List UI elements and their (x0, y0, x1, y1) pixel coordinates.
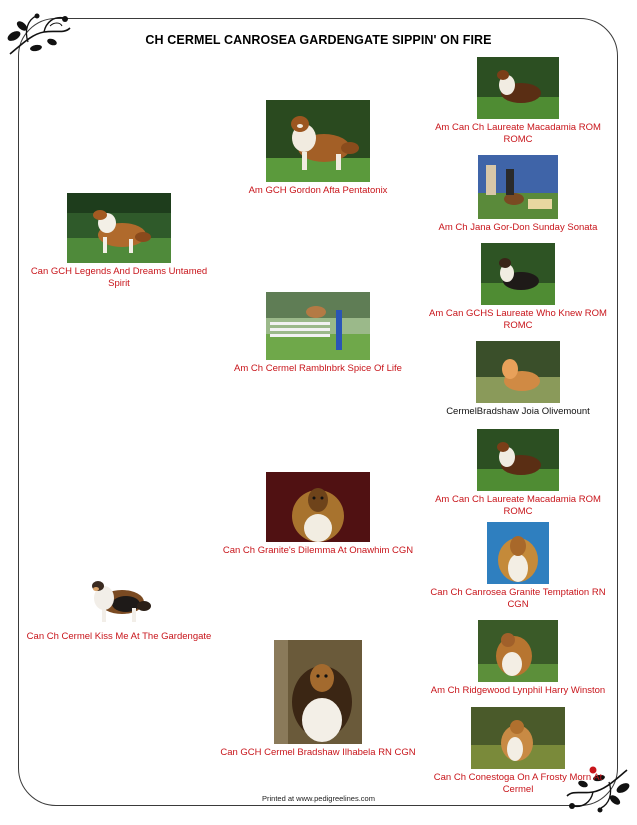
dog-name: Can Ch Cermel Kiss Me At The Gardengate (26, 631, 212, 642)
pedigree-entry-g2[interactable] (424, 155, 612, 234)
pedigree-entry-dam[interactable] (26, 568, 212, 643)
pedigree-entry-g5[interactable] (424, 429, 612, 517)
dog-name: Am Ch Ridgewood Lynphil Harry Winston (430, 685, 606, 696)
dog-name: Am Ch Jana Gor-Don Sunday Sonata (438, 222, 598, 233)
dog-photo (476, 341, 560, 403)
pedigree-entry-g1[interactable] (424, 57, 612, 145)
pedigree-entry-g6[interactable] (424, 522, 612, 610)
dog-name: Am Can GCHS Laureate Who Knew ROM ROMC (429, 308, 607, 331)
dog-photo (84, 568, 154, 628)
pedigree-entry-g4[interactable] (424, 341, 612, 418)
dog-photo (477, 57, 559, 119)
pedigree-entry-dam-sire[interactable] (218, 472, 418, 557)
pedigree-entry-sire[interactable] (26, 193, 212, 289)
dog-photo (266, 292, 370, 360)
dog-name: CermelBradshaw Joia Olivemount (446, 406, 590, 417)
dog-name: Can Ch Canrosea Granite Temptation RN CGN (430, 587, 606, 610)
dog-photo (266, 100, 370, 182)
footer-note: Printed at www.pedigreelines.com (262, 794, 375, 803)
dog-photo (478, 155, 558, 219)
dog-photo (478, 620, 558, 682)
dog-photo (274, 640, 362, 744)
dog-name: Am Can Ch Laureate Macadamia ROM ROMC (435, 494, 601, 517)
dog-name: Am GCH Gordon Afta Pentatonix (248, 185, 388, 196)
dog-name: Can Ch Granite's Dilemma At Onawhim CGN (222, 545, 414, 556)
dog-photo (477, 429, 559, 491)
dog-name: Am Ch Cermel Ramblnbrk Spice Of Life (234, 363, 402, 374)
dog-photo (471, 707, 565, 769)
pedigree-entry-g8[interactable] (424, 707, 612, 795)
dog-name: Can GCH Cermel Bradshaw Ilhabela RN CGN (220, 747, 416, 758)
pedigree-entry-dam-dam[interactable] (218, 640, 418, 759)
pedigree-entry-g7[interactable] (424, 620, 612, 697)
dog-photo (67, 193, 171, 263)
page-title: CH CERMEL CANROSEA GARDENGATE SIPPIN' ON FIRE (145, 33, 492, 47)
pedigree-entry-sire-dam[interactable] (218, 292, 418, 375)
dog-photo (487, 522, 549, 584)
dog-photo (266, 472, 370, 542)
pedigree-entry-g3[interactable] (424, 243, 612, 331)
dog-name: Can GCH Legends And Dreams Untamed Spirit (30, 266, 208, 289)
dog-name: Am Can Ch Laureate Macadamia ROM ROMC (435, 122, 601, 145)
pedigree-entry-sire-sire[interactable] (218, 100, 418, 197)
dog-name: Can Ch Conestoga On A Frosty Morn At Cermel (433, 772, 603, 795)
dog-photo (481, 243, 555, 305)
